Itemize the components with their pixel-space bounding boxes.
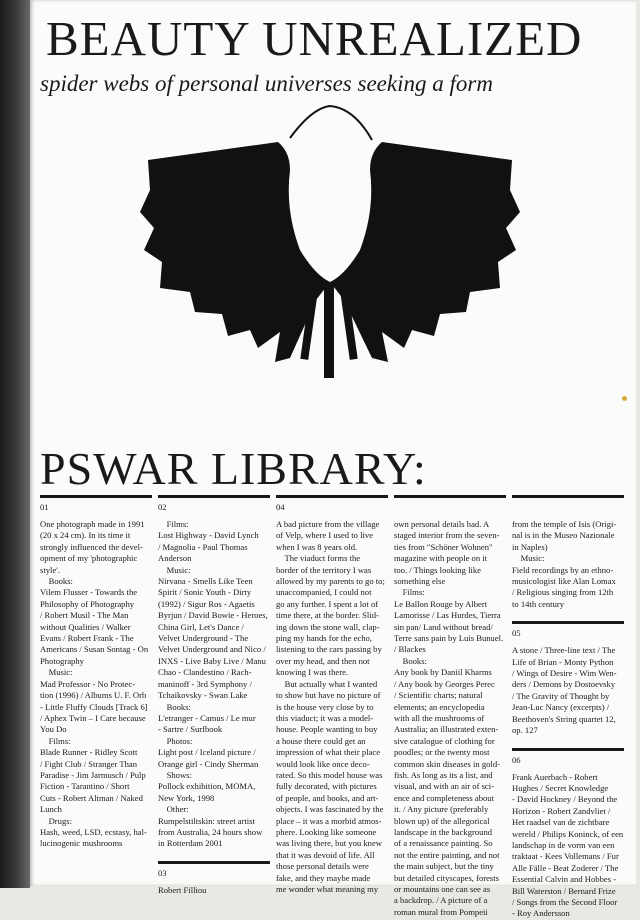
text-line: / Scientific charts; natural	[394, 690, 483, 701]
column-rule	[158, 861, 270, 864]
text-line: Films:	[394, 587, 425, 598]
text-line: Byrjun / David Bowie - Heroes,	[158, 610, 268, 621]
text-line: a backdrop. / A picture of a	[394, 895, 488, 906]
text-line: Chao - Clandestino / Rach-	[158, 667, 252, 678]
text-line: this viaduct; it was a model-	[276, 712, 374, 723]
text-line: Jean-Luc Nancy (excerpts) /	[512, 702, 610, 713]
text-line: house. People wanting to buy	[276, 724, 378, 735]
magazine-page	[30, 0, 636, 919]
text-line: Lost Highway - David Lynch	[158, 530, 259, 541]
column-number: 05	[512, 628, 521, 639]
text-line: INXS - Live Baby Live / Manu	[158, 655, 266, 666]
text-line: of people, and books, and art-	[276, 792, 379, 803]
column-01	[40, 495, 152, 850]
text-line: without Qualities / Walker	[40, 621, 131, 632]
column-text	[512, 645, 624, 736]
column-text	[276, 519, 388, 895]
text-line: sive catalogue of clothing for	[394, 735, 495, 746]
column-number: 03	[158, 867, 167, 878]
text-line: / Blackes	[394, 644, 426, 655]
text-line: elements; an encyclopedia	[394, 701, 485, 712]
text-line: ties from "Schöner Wohnen"	[394, 541, 493, 552]
page-title: BEAUTY UNREALIZED	[46, 11, 583, 66]
text-line: phere. Looking like someone	[276, 826, 377, 837]
text-line: Philosophy of Photography	[40, 598, 135, 609]
text-line: blown up) of the allegorical	[394, 815, 490, 826]
text-line: listening to the cars passing by	[276, 644, 382, 655]
text-line: tion (1996) / Albums U. F. Orb	[40, 690, 147, 701]
text-line: Books:	[394, 655, 427, 666]
column-number: 01	[40, 502, 49, 512]
text-line: Light post / Iceland picture /	[158, 747, 256, 758]
text-line: You Do	[40, 724, 67, 735]
text-line: allowed by my parents to go to;	[276, 576, 385, 587]
text-line: Films:	[40, 735, 71, 746]
text-line: fish. As long as its a list, and	[394, 769, 493, 780]
text-line: is the house very close by to	[276, 701, 374, 712]
column-text	[158, 885, 270, 896]
text-line: not the entire painting, and not	[394, 849, 500, 860]
text-line: Life of Brian - Monty Python	[512, 656, 614, 667]
column-number	[394, 502, 506, 513]
text-line: would look like once deco-	[276, 758, 370, 769]
text-line: musicologist like Alan Lomax	[512, 576, 616, 587]
text-line: Books:	[158, 701, 191, 712]
text-line: with all the mushrooms of	[394, 712, 485, 723]
text-line: Drugs:	[40, 815, 72, 826]
column-rule	[158, 495, 270, 498]
text-line: op. 127	[512, 725, 538, 736]
text-line: Spirit / Sonic Youth - Dirty	[158, 587, 252, 598]
text-line: style'.	[40, 564, 60, 575]
text-line: Mad Professor - No Protec-	[40, 678, 135, 689]
text-line: Tchaikovsky - Swan Lake	[158, 690, 248, 701]
text-line: to show but have no picture of	[276, 690, 381, 701]
text-line: Pollock exhibition, MOMA,	[158, 781, 256, 792]
text-line: opment of my 'photographic	[40, 553, 138, 564]
text-line: staged interior from the seven-	[394, 530, 500, 541]
book-spine	[0, 0, 30, 888]
text-line: Lamorisse / Las Hurdes, Tierra	[394, 610, 501, 621]
text-line: fake, and they maybe made	[276, 872, 371, 883]
text-line: / The Gravity of Thought by	[512, 690, 610, 701]
column-number: 06	[512, 754, 521, 765]
text-line: in Rotterdam 2001	[158, 838, 223, 849]
text-line: Bill Waterston / Bernard Frize	[512, 885, 616, 896]
column-text	[158, 519, 270, 850]
text-line: to 14th century	[512, 598, 565, 609]
text-line: ders / Demons by Dostoevsky	[512, 679, 616, 690]
column-number: 04	[276, 502, 285, 512]
text-line: when I was 8 years old.	[276, 541, 358, 552]
text-line: Cuts - Robert Altman / Naked	[40, 792, 143, 803]
page-subtitle: spider webs of personal universes seeking a form	[40, 71, 493, 96]
text-line: from the temple of Isis (Origi-	[512, 519, 617, 529]
text-line: the main subject, but the tiny	[394, 861, 494, 872]
text-line: (20 x 24 cm). In its time it	[40, 530, 131, 541]
text-line: / Aphex Twin – I Care because	[40, 712, 146, 723]
text-line: Essential Calvin and Hobbes -	[512, 874, 617, 885]
text-line: ping my hands for the echo,	[276, 633, 372, 644]
text-line: A stone / Three-line text / The	[512, 645, 616, 656]
text-line: was living there, but you knew	[276, 838, 382, 849]
text-line: rated. So this model house was	[276, 769, 383, 780]
text-line: - Little Fluffy Clouds [Track 6]	[40, 701, 148, 712]
text-line: Americans / Susan Sontag - On	[40, 644, 149, 655]
text-line: Lunch	[40, 804, 62, 815]
section-title: PSWAR LIBRARY:	[40, 443, 427, 494]
text-line: Rumpelstiltskin: street artist	[158, 815, 255, 826]
text-line: unaccompanied, I could not	[276, 587, 372, 598]
text-line: / Any book by Georges Perec	[394, 678, 495, 689]
text-line: too. / Things looking like	[394, 564, 481, 575]
text-line: landscape in the background	[394, 826, 493, 837]
text-line: in Naples)	[512, 541, 548, 552]
column-rule	[276, 495, 388, 498]
text-line: go any further. I spent a lot of	[276, 598, 379, 609]
text-line: Horizon - Robert Zandvliet /	[512, 805, 611, 816]
text-line: that it was devoid of life. All	[276, 849, 375, 860]
stain-dot	[622, 396, 627, 401]
necklace-right-wing	[330, 142, 520, 362]
text-line: / Magnolia - Paul Thomas	[158, 541, 248, 552]
column-rule	[394, 495, 506, 498]
column-rule	[40, 495, 152, 498]
text-line: sin pan/ Land without bread/	[394, 621, 493, 632]
text-line: Velvet Underground and Nico /	[158, 644, 266, 655]
text-line: a house there could get an	[276, 735, 366, 746]
column-05	[512, 495, 624, 920]
text-line: those personal details were	[276, 861, 369, 872]
text-line: maninoff - 3rd Symphony /	[158, 678, 252, 689]
text-line: Alle Fälle - Beat Zoderer / The	[512, 862, 619, 873]
column-number: 02	[158, 502, 167, 512]
text-line: Blade Runner - Ridley Scott	[40, 747, 138, 758]
text-line: Anderson	[158, 553, 192, 564]
text-line: / Songs from the Second Floor	[512, 896, 618, 907]
text-line: Vilem Flusser - Towards the	[40, 587, 138, 598]
column-text	[512, 519, 624, 610]
necklace-string	[290, 106, 372, 140]
text-line: L'etranger - Camus / Le mur	[158, 712, 256, 723]
column-rule	[512, 621, 624, 624]
text-line: China Girl, Let's Dance /	[158, 621, 244, 632]
text-line: Velvet Underground - The	[158, 633, 249, 644]
column-rule	[512, 748, 624, 751]
text-line: poodles; or the twenty most	[394, 747, 490, 758]
text-line: or mountains one can see as	[394, 884, 491, 894]
text-line: Orange girl - Cindy Sherman	[158, 758, 259, 769]
text-line: Frank Auerbach - Robert	[512, 771, 598, 782]
text-line: but detailed cityscapes, forests	[394, 872, 500, 883]
text-line: - David Hockney / Beyond the	[512, 794, 618, 805]
text-line: Paradise - Jim Jarmusch / Pulp	[40, 769, 146, 780]
text-line: Fiction - Tarantino / Short	[40, 781, 130, 792]
text-line: nal is in the Museo Nazionale	[512, 530, 615, 541]
text-line: it. / Any picture (preferably	[394, 804, 489, 815]
text-line: Field recordings by an ethno-	[512, 564, 614, 575]
text-line: / Religious singing from 12th	[512, 587, 614, 598]
column-rule	[512, 495, 624, 498]
text-line: - Roy Andersson	[512, 908, 570, 919]
text-line: Australia; an illustrated exten-	[394, 724, 499, 735]
column-number	[512, 502, 624, 513]
text-line: - Sartre / Surfbook	[158, 724, 223, 735]
text-line: magazine with people on it	[394, 553, 488, 564]
text-line: Le Ballon Rouge by Albert	[394, 598, 488, 609]
text-line: The viaduct forms the	[276, 553, 361, 564]
text-line: Terre sans pain by Luis Bunuel.	[394, 633, 504, 644]
text-line: Photography	[40, 655, 84, 666]
text-line: Evans / Robert Frank - The	[40, 633, 134, 644]
text-line: One photograph made in 1991	[40, 519, 145, 529]
text-line: / Robert Musil - The Man	[40, 610, 129, 621]
text-line: Films:	[158, 519, 189, 529]
text-line: New York, 1998	[158, 792, 215, 803]
text-line: place – it was a morbid atmos-	[276, 815, 382, 826]
text-line: border of the territory I was	[276, 564, 372, 575]
text-line: (1992) / Sigur Ros - Agaetis	[158, 598, 255, 609]
text-line: A bad picture from the village	[276, 519, 380, 529]
text-line: something else	[394, 576, 446, 587]
column-04	[276, 495, 388, 895]
text-line: Other:	[158, 804, 189, 815]
text-line: Music:	[40, 667, 73, 678]
text-line: time there, at the border. Slid-	[276, 610, 379, 621]
text-line: Books:	[40, 576, 73, 587]
necklace-left-wing	[140, 142, 330, 362]
text-line: of a renaissance painting. So	[394, 838, 493, 849]
text-line: objects. I was fascinated by the	[276, 804, 384, 815]
text-line: fully decorated, with pictures	[276, 781, 377, 792]
text-line: / Wings of Desire - Wim Wen-	[512, 668, 617, 679]
text-line: Het raadsel van de zichtbare	[512, 817, 610, 828]
text-line: from Australia, 24 hours show	[158, 826, 263, 837]
text-line: Beethoven's String quartet 12,	[512, 713, 616, 724]
text-line: Music:	[158, 564, 191, 575]
text-line: Shows:	[158, 769, 192, 780]
necklace-illustration	[140, 100, 520, 380]
column-text	[40, 519, 152, 850]
text-line: knowing I was there.	[276, 667, 349, 678]
text-line: Hash, weed, LSD, ecstasy, hal-	[40, 826, 147, 837]
column-text	[512, 772, 624, 920]
text-line: ence and completeness about	[394, 792, 494, 803]
text-line: wereld / Philips Koninck, of een	[512, 828, 624, 839]
text-line: strongly influenced the devel-	[40, 541, 143, 552]
text-line: Robert Filliou	[158, 884, 207, 895]
column-text	[394, 519, 506, 918]
text-line: ing down the stone wall, clap-	[276, 621, 380, 632]
text-line: Any book by Daniil Kharms	[394, 667, 492, 678]
text-line: of Velp, where I used to live	[276, 530, 373, 541]
text-line: Hughes / Secret Knowledge	[512, 782, 609, 793]
text-line: impression of what their place	[276, 747, 381, 758]
text-line: landschap in de vorm van een	[512, 839, 615, 850]
text-line: common skin diseases in gold-	[394, 758, 500, 769]
text-line: But actually what I wanted	[276, 678, 378, 689]
column-04-continued	[394, 495, 506, 918]
text-line: own personal details had. A	[394, 519, 490, 529]
text-line: over my head, and then not	[276, 655, 370, 666]
necklace-centre-strip	[324, 282, 334, 378]
text-line: me wonder what meaning my	[276, 884, 379, 894]
text-line: / Fight Club / Stranger Than	[40, 758, 137, 769]
text-line: Photos:	[158, 735, 193, 746]
text-line: lucinogenic mushrooms	[40, 838, 123, 849]
text-line: traktaat - Kees Vollemans / Fur	[512, 851, 619, 862]
text-line: Music:	[512, 553, 545, 564]
text-line: Nirvana - Smells Like Teen	[158, 576, 253, 587]
text-line: visual, and with an air of sci-	[394, 781, 494, 792]
text-line: roman mural from Pompeii	[394, 906, 488, 917]
column-02	[158, 495, 270, 896]
